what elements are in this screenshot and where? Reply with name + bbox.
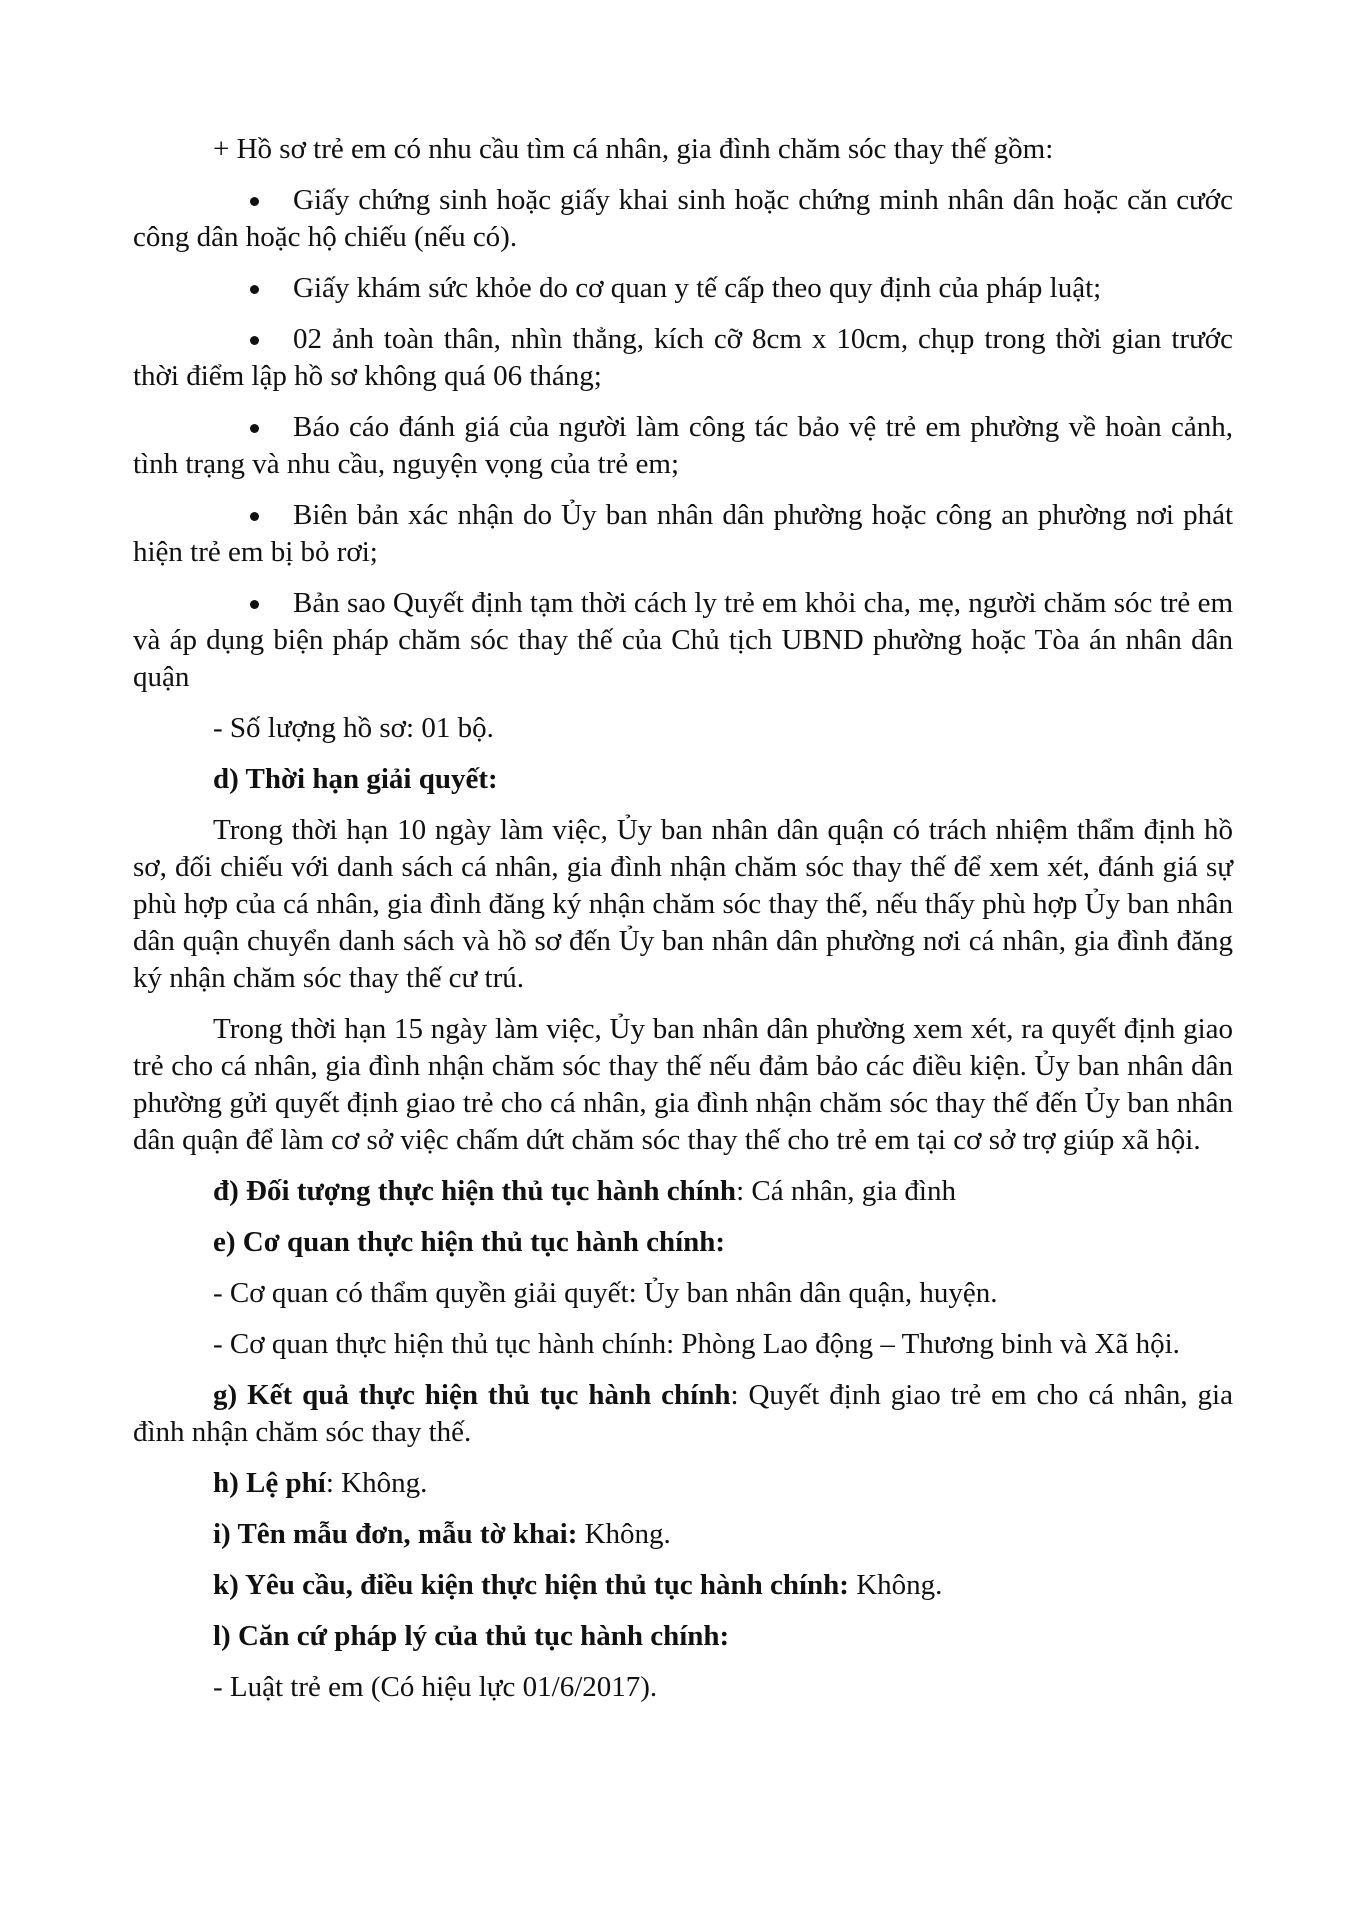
section-k-text: Không. [848, 1569, 943, 1601]
section-g [133, 1377, 1233, 1451]
section-d-paragraph-1: Trong thời hạn 10 ngày làm việc, Ủy ban nhân dân quận có trách nhiệm thẩm định hồ sơ, đối chiếu với danh sách cá nhân, gia đình nhận chăm sóc thay thế để xem xét, đánh giá sự phù hợp của cá nhân, gia đình đăng ký nhận chăm sóc thay thế, nếu thấy phù hợp Ủy ban nhân dân quận chuyển danh sách và hồ sơ đến Ủy ban nhân dân phường nơi cá nhân, gia đình đăng ký nhận chăm sóc thay thế cư trú. [133, 814, 1233, 994]
bullet-item-4 [133, 409, 1233, 483]
section-l-title: l) Căn cứ pháp lý của thủ tục hành chính: [213, 1620, 730, 1652]
bullet-item-6 [133, 585, 1233, 696]
bullet-text-3: 02 ảnh toàn thân, nhìn thẳng, kích cỡ 8cm x 10cm, chụp trong thời gian trước thời điểm lập hồ sơ không quá 06 tháng; [133, 323, 1233, 392]
section-h [133, 1465, 1233, 1502]
section-l-heading [133, 1618, 1233, 1655]
section-k [133, 1567, 1233, 1604]
bullet-icon [250, 512, 259, 521]
section-i [133, 1516, 1233, 1553]
section-dd [133, 1173, 1233, 1210]
section-dd-text: : Cá nhân, gia đình [736, 1175, 956, 1207]
bullet-text-5: Biên bản xác nhận do Ủy ban nhân dân phường hoặc công an phường nơi phát hiện trẻ em bị bỏ rơi; [133, 499, 1233, 568]
document-count-line: - Số lượng hồ sơ: 01 bộ. [213, 712, 494, 744]
bullet-icon [250, 600, 259, 609]
section-e-line-2: - Cơ quan thực hiện thủ tục hành chính: Phòng Lao động – Thương binh và Xã hội. [213, 1328, 1180, 1360]
bullet-icon [250, 197, 259, 206]
section-e-title: e) Cơ quan thực hiện thủ tục hành chính: [213, 1226, 726, 1258]
section-d-title: d) Thời hạn giải quyết: [213, 763, 498, 795]
section-d-paragraph-2: Trong thời hạn 15 ngày làm việc, Ủy ban nhân dân phường xem xét, ra quyết định giao trẻ cho cá nhân, gia đình nhận chăm sóc thay thế nếu đảm bảo các điều kiện. Ủy ban nhân dân phường gửi quyết định giao trẻ cho cá nhân, gia đình nhận chăm sóc thay thế đến Ủy ban nhân dân quận để làm cơ sở việc chấm dứt chăm sóc thay thế cho trẻ em tại cơ sở trợ giúp xã hội. [133, 1013, 1233, 1156]
section-e-line-1: - Cơ quan có thẩm quyền giải quyết: Ủy ban nhân dân quận, huyện. [213, 1277, 998, 1309]
bullet-text-4: Báo cáo đánh giá của người làm công tác bảo vệ trẻ em phường về hoàn cảnh, tình trạng và nhu cầu, nguyện vọng của trẻ em; [133, 411, 1233, 480]
section-i-title: i) Tên mẫu đơn, mẫu tờ khai: [213, 1518, 578, 1550]
bullet-item-3 [133, 321, 1233, 395]
section-l-line-1: - Luật trẻ em (Có hiệu lực 01/6/2017). [213, 1671, 658, 1703]
section-h-title: h) Lệ phí [213, 1467, 326, 1499]
bullet-icon [250, 424, 259, 433]
section-dd-title: đ) Đối tượng thực hiện thủ tục hành chính [213, 1175, 737, 1207]
section-d-heading [133, 761, 1233, 798]
bullet-item-2 [133, 270, 1233, 307]
bullet-item-1 [133, 182, 1233, 256]
section-g-text: : Quyết định giao trẻ em cho cá nhân, gia đình nhận chăm sóc thay thế. [133, 1379, 1233, 1448]
section-k-title: k) Yêu cầu, điều kiện thực hiện thủ tục hành chính: [213, 1569, 849, 1601]
bullet-icon [250, 336, 259, 345]
bullet-item-5 [133, 497, 1233, 571]
bullet-text-2: Giấy khám sức khỏe do cơ quan y tế cấp theo quy định của pháp luật; [293, 272, 1102, 304]
section-e-heading [133, 1224, 1233, 1261]
bullet-text-1: Giấy chứng sinh hoặc giấy khai sinh hoặc chứng minh nhân dân hoặc căn cước công dân hoặc hộ chiếu (nếu có). [133, 184, 1233, 253]
intro-line: + Hồ sơ trẻ em có nhu cầu tìm cá nhân, gia đình chăm sóc thay thế gồm: [213, 133, 1054, 165]
section-g-title: g) Kết quả thực hiện thủ tục hành chính [213, 1379, 731, 1411]
section-h-text: : Không. [325, 1467, 428, 1499]
bullet-text-6: Bản sao Quyết định tạm thời cách ly trẻ em khỏi cha, mẹ, người chăm sóc trẻ em và áp dụng biện pháp chăm sóc thay thế của Chủ tịch UBND phường hoặc Tòa án nhân dân quận [133, 587, 1233, 693]
section-i-text: Không. [577, 1518, 671, 1550]
bullet-icon [250, 285, 259, 294]
document-body [133, 131, 1233, 1706]
